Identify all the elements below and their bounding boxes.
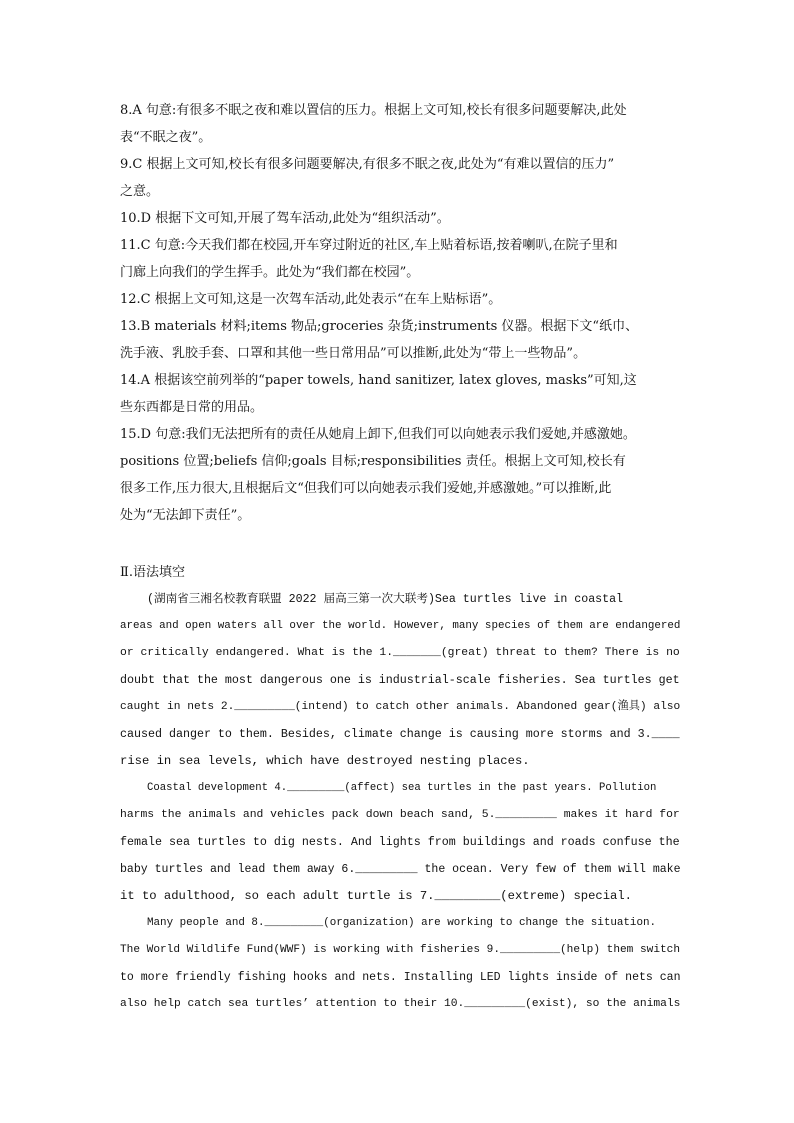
passage-line: areas and open waters all over the world. However, many species of them are endangered [120, 620, 681, 632]
answer-line: 些东西都是日常的用品。 [120, 400, 264, 415]
passage-line: female sea turtles to dig nests. And lights from buildings and roads confuse the [120, 835, 680, 849]
answer-line: 9.C 根据上文可知,校长有很多问题要解决,有很多不眠之夜,此处为“有难以置信的压力” [120, 157, 615, 172]
passage-line: or critically endangered. What is the 1._______(great) threat to them? There is no [120, 647, 680, 659]
passage-line: caused danger to them. Besides, climate change is causing more storms and 3.____ [120, 727, 680, 741]
passage-line: doubt that the most dangerous one is industrial-scale fisheries. Sea turtles get [120, 673, 680, 687]
answer-line: 10.D 根据下文可知,开展了驾车活动,此处为“组织活动”。 [120, 211, 450, 226]
answer-line: 洗手液、乳胶手套、口罩和其他一些日常用品”可以推断,此处为“带上一些物品”。 [120, 346, 587, 361]
answer-line: 15.D 句意:我们无法把所有的责任从她肩上卸下,但我们可以向她表示我们爱她,并感激她。 [120, 427, 636, 442]
passage-line: harms the animals and vehicles pack down beach sand, 5._________ makes it hard for [120, 809, 680, 821]
passage-line: baby turtles and lead them away 6._________ the ocean. Very few of them will make [120, 863, 681, 876]
grammar-passage [120, 586, 680, 1018]
passage-line: also help catch sea turtles’ attention to their 10._________(exist), so the animals [120, 998, 681, 1010]
answer-line: 之意。 [120, 184, 160, 199]
answer-line: 14.A 根据该空前列举的“paper towels, hand sanitizer, latex gloves, masks”可知,这 [120, 373, 637, 388]
passage-line: Coastal development 4._________(affect) sea turtles in the past years. Pollution [147, 782, 657, 794]
answer-line: 8.A 句意:有很多不眠之夜和难以置信的压力。根据上文可知,校长有很多问题要解决,此处 [120, 103, 627, 118]
passage-line: Many people and 8._________(organization) are working to change the situation. [147, 917, 657, 929]
passage-line: rise in sea levels, which have destroyed nesting places. [120, 754, 530, 768]
passage-line: to more friendly fishing hooks and nets. Installing LED lights inside of nets can [120, 971, 681, 984]
answer-line: 11.C 句意:今天我们都在校园,开车穿过附近的社区,车上贴着标语,按着喇叭,在院子里和 [120, 238, 618, 253]
answer-line: 13.B materials 材料;items 物品;groceries 杂货;instruments 仪器。根据下文“纸巾、 [120, 319, 639, 334]
passage-line: The World Wildlife Fund(WWF) is working with fisheries 9._________(help) them switch [120, 944, 681, 956]
answer-line: 12.C 根据上文可知,这是一次驾车活动,此处表示“在车上贴标语”。 [120, 292, 502, 307]
answer-line: 很多工作,压力很大,且根据后文“但我们可以向她表示我们爱她,并感激她。”可以推断,此 [120, 481, 612, 496]
passage-line: it to adulthood, so each adult turtle is 7._________(extreme) special. [120, 889, 632, 903]
passage-line: (湖南省三湘名校教育联盟 2022 届高三第一次大联考)Sea turtles live in coastal [147, 593, 624, 606]
document-page [120, 97, 680, 1018]
section-title: Ⅱ.语法填空 [120, 565, 185, 580]
passage-line: caught in nets 2._________(intend) to catch other animals. Abandoned gear(渔具) also [120, 701, 681, 713]
answer-line: positions 位置;beliefs 信仰;goals 目标;responsibilities 责任。根据上文可知,校长有 [120, 454, 626, 469]
answer-line: 处为“无法卸下责任”。 [120, 508, 251, 523]
answer-explanations [120, 97, 680, 529]
answer-line: 表“不眠之夜”。 [120, 130, 212, 145]
answer-line: 门廊上向我们的学生挥手。此处为“我们都在校园”。 [120, 265, 420, 280]
